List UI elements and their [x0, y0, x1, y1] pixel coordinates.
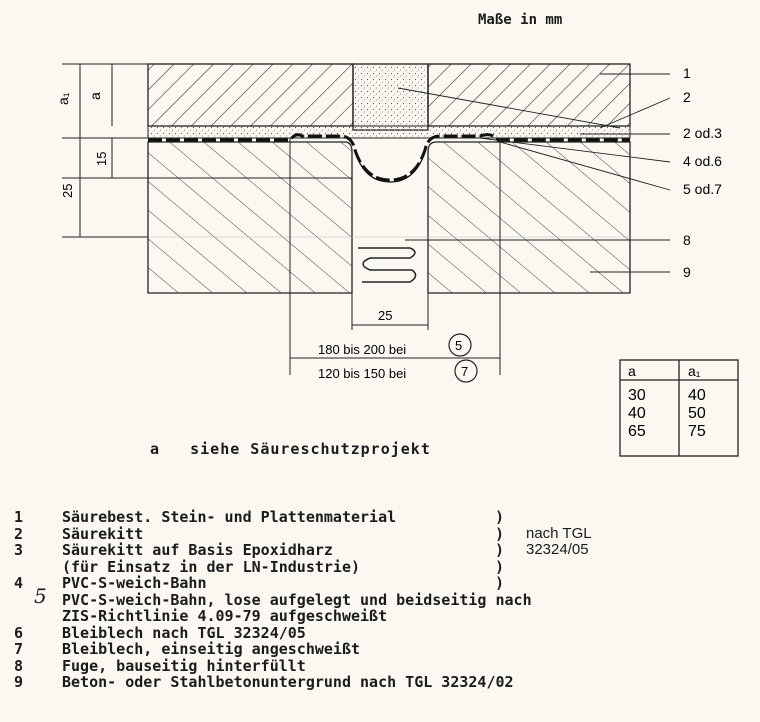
tile-left — [148, 64, 353, 126]
legend-text: Säurekitt — [62, 524, 144, 543]
legend-number: 1 — [14, 508, 24, 526]
joint-filler — [353, 64, 428, 130]
table-cell: 65 — [628, 423, 646, 440]
legend-number: 3 — [14, 541, 24, 559]
dim-a-label: a — [87, 92, 103, 100]
dim-25-joint-label: 25 — [378, 308, 393, 323]
legend-row — [14, 674, 754, 691]
legend-brace: ) — [495, 508, 505, 526]
legend-brace: ) — [495, 524, 505, 543]
legend-brace: ) — [495, 541, 505, 559]
table-cell: 75 — [688, 423, 706, 440]
width-7-text: 120 bis 150 bei — [318, 366, 407, 381]
table-cell: 50 — [688, 405, 706, 422]
legend-number: 9 — [14, 673, 24, 691]
legend-text: Bleiblech nach TGL 32324/05 — [62, 623, 306, 642]
legend-row — [14, 526, 754, 543]
legend-row — [14, 583, 754, 609]
legend-row — [14, 575, 754, 592]
legend-number: 7 — [14, 640, 24, 658]
concrete-left — [148, 142, 352, 293]
dim-25-vertical-label: 25 — [60, 183, 75, 198]
legend-text: ZIS-Richtlinie 4.09-79 aufgeschweißt — [62, 607, 388, 625]
legend-number: 5 — [34, 583, 47, 608]
joint-backing — [358, 248, 416, 282]
table-header-a: a — [628, 363, 636, 379]
callout-9: 9 — [683, 264, 691, 280]
dim-a1-label: a₁ — [55, 92, 71, 105]
legend-number: 8 — [14, 656, 24, 675]
legend-number: 4 — [14, 574, 24, 592]
legend-row — [14, 608, 754, 625]
note-text: a siehe Säureschutzprojekt — [150, 440, 431, 458]
legend-brace: ) — [495, 574, 505, 592]
concrete-right — [428, 142, 630, 293]
legend-row — [14, 658, 754, 675]
legend-number: 6 — [14, 623, 24, 642]
legend-text: PVC-S-weich-Bahn, lose aufgelegt und beidseitig nach — [62, 590, 532, 609]
legend-text: Säurebest. Stein- und Plattenmaterial — [62, 508, 397, 526]
dimension-table — [620, 360, 738, 456]
legend-row — [14, 641, 754, 658]
tile-right — [428, 64, 630, 126]
legend-row — [14, 542, 754, 559]
legend-ref: nach TGL — [526, 524, 592, 542]
legend-text: PVC-S-weich-Bahn — [62, 574, 207, 592]
legend-text: Säurekitt auf Basis Epoxidharz — [62, 541, 333, 559]
callout-8: 8 — [683, 232, 691, 248]
dim-15-label: 15 — [94, 151, 109, 166]
table-header-a1: a₁ — [688, 363, 701, 379]
legend — [14, 509, 754, 691]
callout-2-od-3: 2 od.3 — [683, 125, 722, 141]
legend-text: Fuge, bauseitig hinterfüllt — [62, 656, 306, 675]
callout-4-od-6: 4 od.6 — [683, 153, 722, 169]
legend-number: 2 — [14, 524, 24, 543]
mortar-bed — [148, 126, 630, 138]
legend-row — [14, 509, 754, 526]
callout-1: 1 — [683, 65, 691, 81]
table-cell: 40 — [628, 405, 646, 422]
units-label: Maße in mm — [478, 12, 563, 28]
width-5-text: 180 bis 200 bei — [318, 342, 407, 357]
width-7-ref: 7 — [461, 364, 469, 379]
legend-row — [14, 559, 754, 576]
table-cell: 30 — [628, 387, 646, 404]
legend-text: Beton- oder Stahlbetonuntergrund nach TGL 32324/02 — [62, 673, 514, 691]
callout-5-od-7: 5 od.7 — [683, 181, 722, 197]
table-cell: 40 — [688, 387, 706, 404]
legend-text: Bleiblech, einseitig angeschweißt — [62, 640, 361, 658]
legend-brace: ) — [495, 557, 505, 576]
legend-row — [14, 625, 754, 642]
legend-text: (für Einsatz in der LN-Industrie) — [62, 557, 361, 576]
legend-ref: 32324/05 — [526, 541, 589, 558]
width-5-ref: 5 — [455, 338, 463, 353]
callout-2: 2 — [683, 89, 691, 105]
